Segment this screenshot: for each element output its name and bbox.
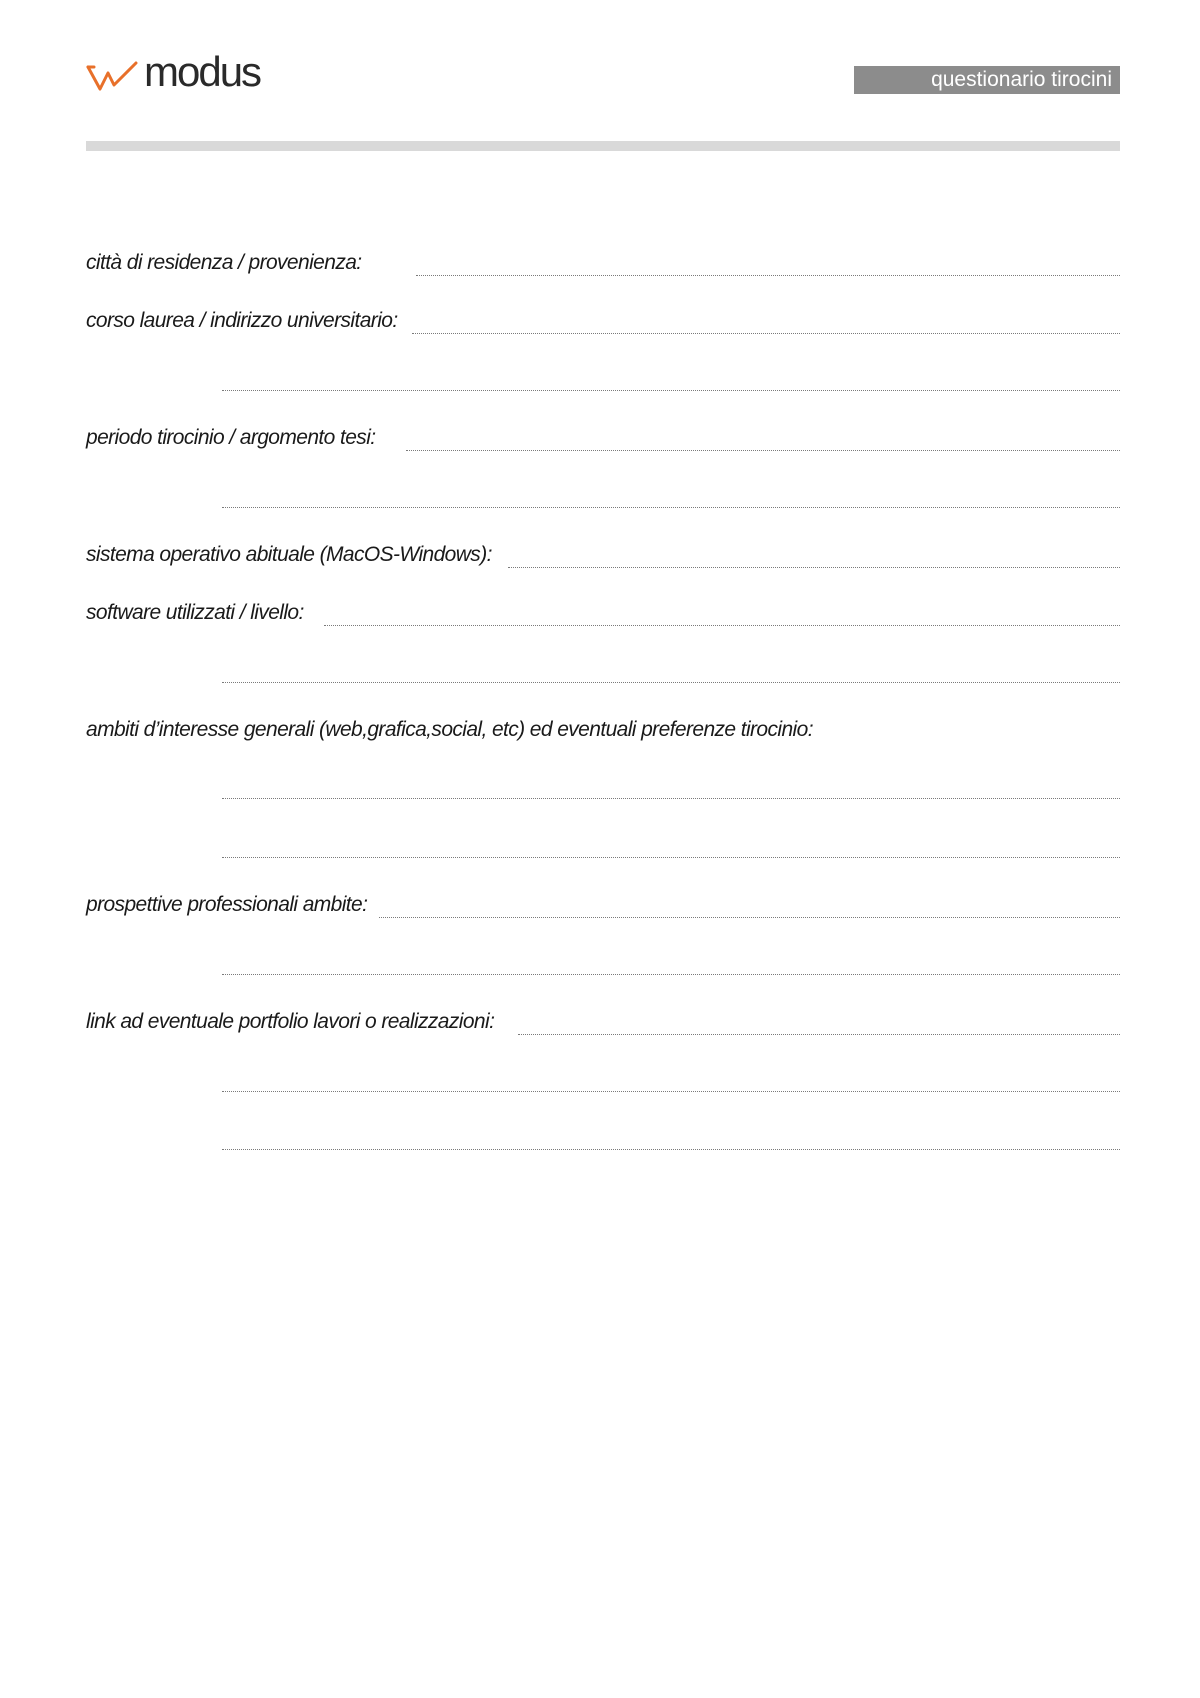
answer-continuation-line[interactable] [222,798,1120,799]
field-interests [86,715,1120,745]
field-software [86,598,1120,628]
field-degree-course [86,306,1120,336]
answer-line[interactable] [508,567,1120,568]
field-operating-system [86,540,1120,570]
field-internship-period [86,423,1120,453]
brand-name: modus [144,48,261,95]
field-career-prospects [86,890,1120,920]
answer-continuation-line[interactable] [222,857,1120,858]
answer-continuation-line[interactable] [222,507,1120,508]
field-label: ambiti d’interesse generali (web,grafica,social, etc) ed eventuali preferenze tirocinio: [86,718,813,741]
answer-continuation-line[interactable] [222,1091,1120,1092]
field-portfolio-link [86,1007,1120,1037]
answer-line[interactable] [324,625,1120,626]
field-label: città di residenza / provenienza: [86,251,362,274]
field-label: software utilizzati / livello: [86,601,304,624]
field-residence [86,248,1120,278]
answer-continuation-line[interactable] [222,1149,1120,1150]
answer-continuation-line[interactable] [222,390,1120,391]
field-label: corso laurea / indirizzo universitario: [86,309,398,332]
field-label: periodo tirocinio / argomento tesi: [86,426,376,449]
answer-line[interactable] [416,275,1120,276]
field-label: prospettive professionali ambite: [86,893,368,916]
answer-line[interactable] [379,917,1120,918]
document-title-tag: questionario tirocini [854,66,1120,94]
answer-line[interactable] [406,450,1121,451]
field-label: link ad eventuale portfolio lavori o realizzazioni: [86,1010,495,1033]
answer-continuation-line[interactable] [222,974,1120,975]
answer-line[interactable] [412,333,1120,334]
answer-line[interactable] [518,1034,1120,1035]
answer-continuation-line[interactable] [222,682,1120,683]
field-label: sistema operativo abituale (MacOS-Windows): [86,543,492,566]
